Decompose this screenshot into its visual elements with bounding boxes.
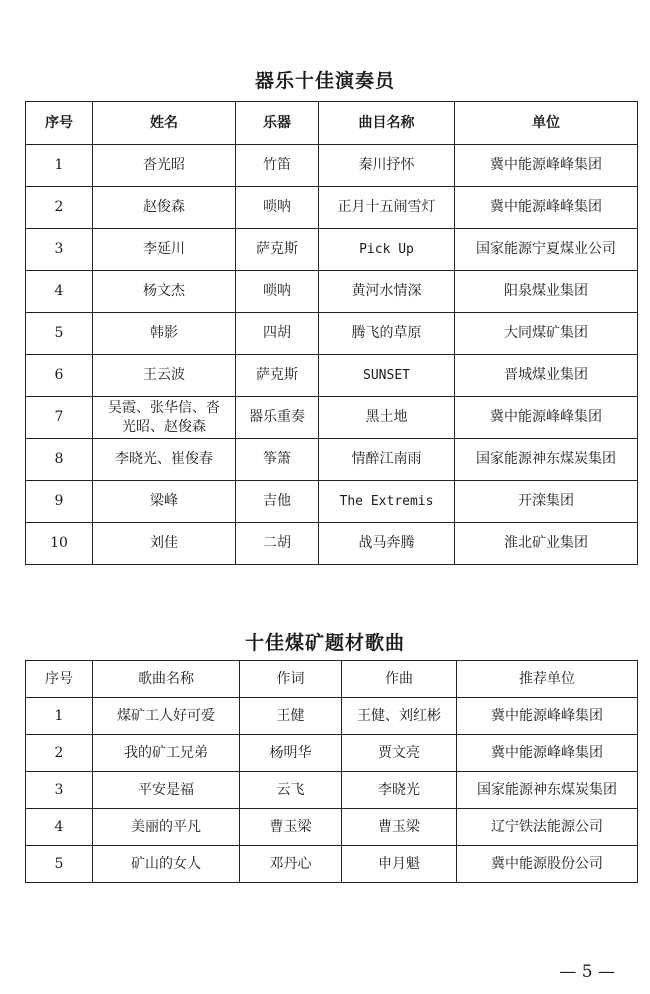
cell-index: 6 <box>26 355 93 397</box>
header-cell: 作词 <box>240 661 342 698</box>
cell-index: 5 <box>26 313 93 355</box>
cell-song: 美丽的平凡 <box>93 809 240 846</box>
cell-instrument: 萨克斯 <box>236 229 319 271</box>
table-row <box>26 809 638 846</box>
table-row <box>26 397 638 439</box>
cell-piece: SUNSET <box>319 355 455 397</box>
table-row <box>26 846 638 883</box>
cell-recommender: 冀中能源峰峰集团 <box>457 735 638 772</box>
cell-instrument: 二胡 <box>236 523 319 565</box>
table-header-row <box>26 102 638 145</box>
cell-index: 4 <box>26 271 93 313</box>
cell-instrument: 竹笛 <box>236 145 319 187</box>
section-title-instrumental: 器乐十佳演奏员 <box>254 70 395 92</box>
table-row <box>26 355 638 397</box>
table-row <box>26 481 638 523</box>
cell-instrument: 器乐重奏 <box>236 397 319 439</box>
table-row <box>26 145 638 187</box>
cell-instrument: 四胡 <box>236 313 319 355</box>
cell-recommender: 冀中能源峰峰集团 <box>457 698 638 735</box>
cell-unit: 冀中能源峰峰集团 <box>455 187 638 229</box>
cell-unit: 开滦集团 <box>455 481 638 523</box>
header-cell: 序号 <box>26 661 93 698</box>
cell-lyricist: 曹玉梁 <box>240 809 342 846</box>
cell-piece: 黑土地 <box>319 397 455 439</box>
table-row <box>26 187 638 229</box>
cell-index: 3 <box>26 229 93 271</box>
cell-unit: 淮北矿业集团 <box>455 523 638 565</box>
table-header-row <box>26 661 638 698</box>
cell-recommender: 辽宁铁法能源公司 <box>457 809 638 846</box>
table-row <box>26 271 638 313</box>
cell-lyricist: 云飞 <box>240 772 342 809</box>
cell-index: 10 <box>26 523 93 565</box>
cell-piece: 正月十五闹雪灯 <box>319 187 455 229</box>
cell-index: 1 <box>26 698 93 735</box>
cell-instrument: 筝箫 <box>236 439 319 481</box>
cell-name: 赵俊森 <box>93 187 236 229</box>
cell-name: 刘佳 <box>93 523 236 565</box>
cell-unit: 冀中能源峰峰集团 <box>455 145 638 187</box>
instrumental-performers-table <box>25 101 638 565</box>
cell-composer: 贾文亮 <box>342 735 457 772</box>
cell-composer: 申月魁 <box>342 846 457 883</box>
header-cell: 序号 <box>26 102 93 145</box>
cell-song: 平安是福 <box>93 772 240 809</box>
cell-song: 矿山的女人 <box>93 846 240 883</box>
cell-lyricist: 王健 <box>240 698 342 735</box>
cell-piece: 情醉江南雨 <box>319 439 455 481</box>
cell-composer: 王健、刘红彬 <box>342 698 457 735</box>
cell-lyricist: 杨明华 <box>240 735 342 772</box>
mining-songs-table <box>25 660 638 883</box>
cell-name: 李晓光、崔俊春 <box>93 439 236 481</box>
section-title-songs: 十佳煤矿题材歌曲 <box>244 632 405 654</box>
table-row <box>26 229 638 271</box>
cell-composer: 李晓光 <box>342 772 457 809</box>
cell-unit: 晋城煤业集团 <box>455 355 638 397</box>
cell-name: 吴霞、张华信、沓光昭、赵俊森 <box>93 397 236 439</box>
cell-name: 杨文杰 <box>93 271 236 313</box>
cell-index: 3 <box>26 772 93 809</box>
cell-index: 7 <box>26 397 93 439</box>
cell-piece: Pick Up <box>319 229 455 271</box>
cell-unit: 国家能源宁夏煤业公司 <box>455 229 638 271</box>
table-row <box>26 772 638 809</box>
header-cell: 歌曲名称 <box>93 661 240 698</box>
table-row <box>26 313 638 355</box>
cell-lyricist: 邓丹心 <box>240 846 342 883</box>
cell-instrument: 唢呐 <box>236 271 319 313</box>
page-number: — 5 — <box>559 962 615 982</box>
cell-instrument: 吉他 <box>236 481 319 523</box>
cell-name: 李延川 <box>93 229 236 271</box>
cell-song: 我的矿工兄弟 <box>93 735 240 772</box>
table-row <box>26 439 638 481</box>
cell-unit: 阳泉煤业集团 <box>455 271 638 313</box>
table-row <box>26 735 638 772</box>
cell-index: 1 <box>26 145 93 187</box>
cell-recommender: 国家能源神东煤炭集团 <box>457 772 638 809</box>
cell-index: 4 <box>26 809 93 846</box>
cell-name: 梁峰 <box>93 481 236 523</box>
header-cell: 作曲 <box>342 661 457 698</box>
cell-index: 8 <box>26 439 93 481</box>
cell-song: 煤矿工人好可爱 <box>93 698 240 735</box>
table-row <box>26 698 638 735</box>
cell-name: 韩影 <box>93 313 236 355</box>
cell-name: 王云波 <box>93 355 236 397</box>
cell-composer: 曹玉梁 <box>342 809 457 846</box>
cell-recommender: 冀中能源股份公司 <box>457 846 638 883</box>
cell-piece: 腾飞的草原 <box>319 313 455 355</box>
cell-index: 5 <box>26 846 93 883</box>
cell-instrument: 唢呐 <box>236 187 319 229</box>
cell-name: 沓光昭 <box>93 145 236 187</box>
cell-unit: 国家能源神东煤炭集团 <box>455 439 638 481</box>
cell-index: 9 <box>26 481 93 523</box>
cell-index: 2 <box>26 735 93 772</box>
header-cell: 乐器 <box>236 102 319 145</box>
header-cell: 推荐单位 <box>457 661 638 698</box>
cell-unit: 大同煤矿集团 <box>455 313 638 355</box>
cell-piece: The Extremis <box>319 481 455 523</box>
cell-instrument: 萨克斯 <box>236 355 319 397</box>
cell-index: 2 <box>26 187 93 229</box>
cell-piece: 战马奔腾 <box>319 523 455 565</box>
cell-unit: 冀中能源峰峰集团 <box>455 397 638 439</box>
header-cell: 曲目名称 <box>319 102 455 145</box>
cell-piece: 秦川抒怀 <box>319 145 455 187</box>
header-cell: 姓名 <box>93 102 236 145</box>
table-row <box>26 523 638 565</box>
header-cell: 单位 <box>455 102 638 145</box>
cell-piece: 黄河水情深 <box>319 271 455 313</box>
